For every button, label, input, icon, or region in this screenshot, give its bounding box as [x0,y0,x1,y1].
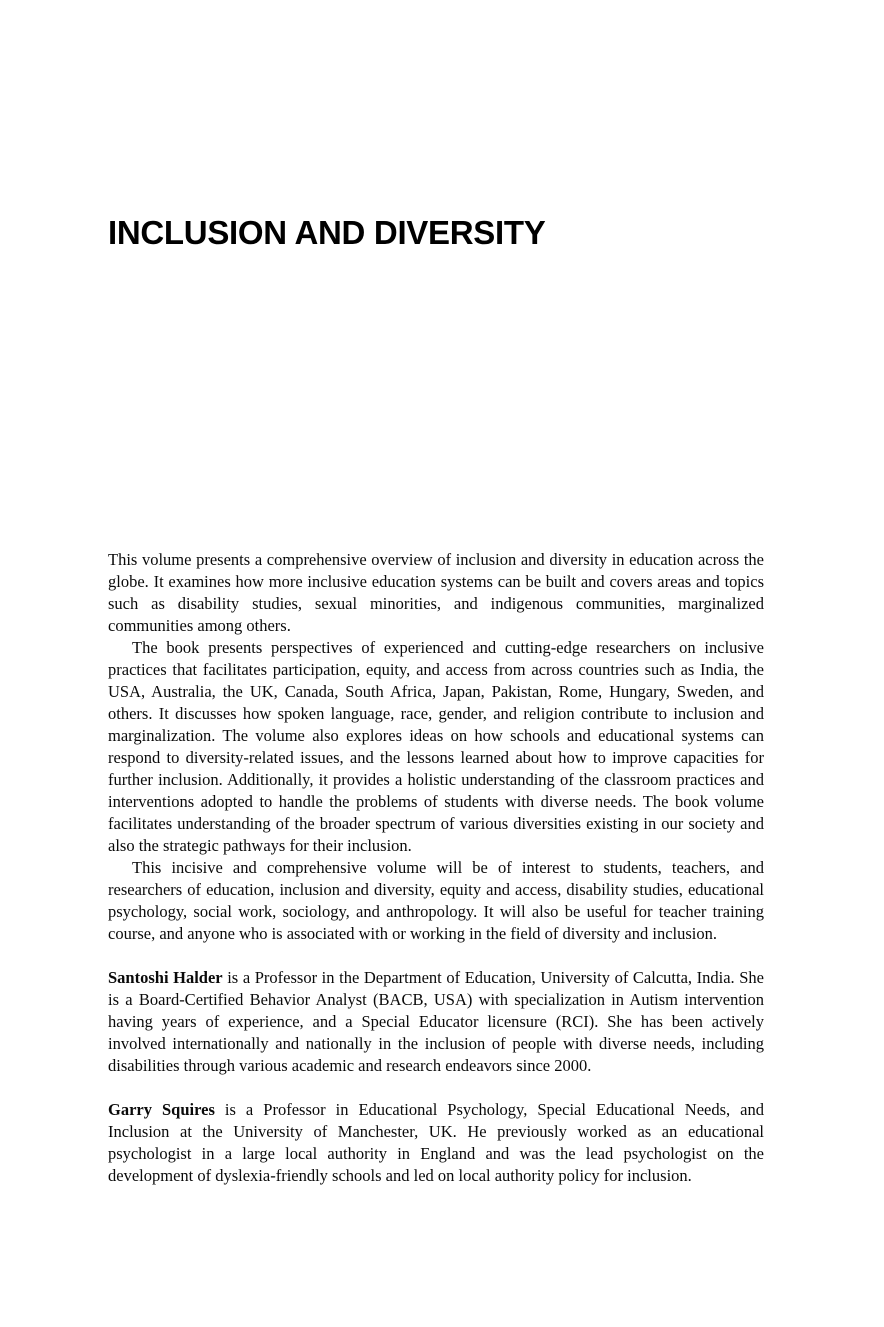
author-name: Santoshi Halder [108,968,223,987]
blurb-paragraph-3: This incisive and comprehensive volume will be of interest to students, teachers, and researchers of education, inclusion and diversity, equity and access, disability studies, educational psychology, social work, sociology, and anthropology. It will also be useful for teacher training course, and anyone who is associated with or working in the field of diversity and inclusion. [108,858,764,943]
author-bio-text: is a Professor in Educational Psychology, Special Educational Needs, and Inclusion at the University of Manchester, UK. He previously worked as an educational psychologist in a large local authority in England and was the lead psychologist on the development of dyslexia-friendly schools and led on local authority policy for inclusion. [108,1100,764,1185]
page-title: INCLUSION AND DIVERSITY [108,214,546,251]
author-bio-garry-squires [108,1099,764,1187]
author-bio-text: is a Professor in the Department of Education, University of Calcutta, India. She is a Board-Certified Behavior Analyst (BACB, USA) with specialization in Autism intervention having years of experience, and a Special Educator licensure (RCI). She has been actively involved internationally and nationally in the inclusion of people with diverse needs, including disabilities through various academic and research endeavors since 2000. [108,968,764,1075]
body-text-block [108,549,764,1187]
author-name: Garry Squires [108,1100,215,1119]
blurb-paragraph-2: The book presents perspectives of experienced and cutting-edge researchers on inclusive practices that facilitates participation, equity, and access from across countries such as India, the USA, Australia, the UK, Canada, South Africa, Japan, Pakistan, Rome, Hungary, Sweden, and others. It discusses how spoken language, race, gender, and religion contribute to inclusion and marginalization. The volume also explores ideas on how schools and educational systems can respond to diversity-related issues, and the lessons learned about how to improve capacities for further inclusion. Additionally, it provides a holistic understanding of the classroom practices and interventions adopted to handle the problems of students with diverse needs. The book volume facilitates understanding of the broader spectrum of various diversities existing in our society and also the strategic pathways for their inclusion. [108,638,764,855]
author-bio-santoshi-halder [108,967,764,1077]
blurb-paragraph-1: This volume presents a comprehensive overview of inclusion and diversity in education across the globe. It examines how more inclusive education systems can be built and covers areas and topics such as disability studies, sexual minorities, and indigenous communities, marginalized communities among others. [108,550,764,635]
